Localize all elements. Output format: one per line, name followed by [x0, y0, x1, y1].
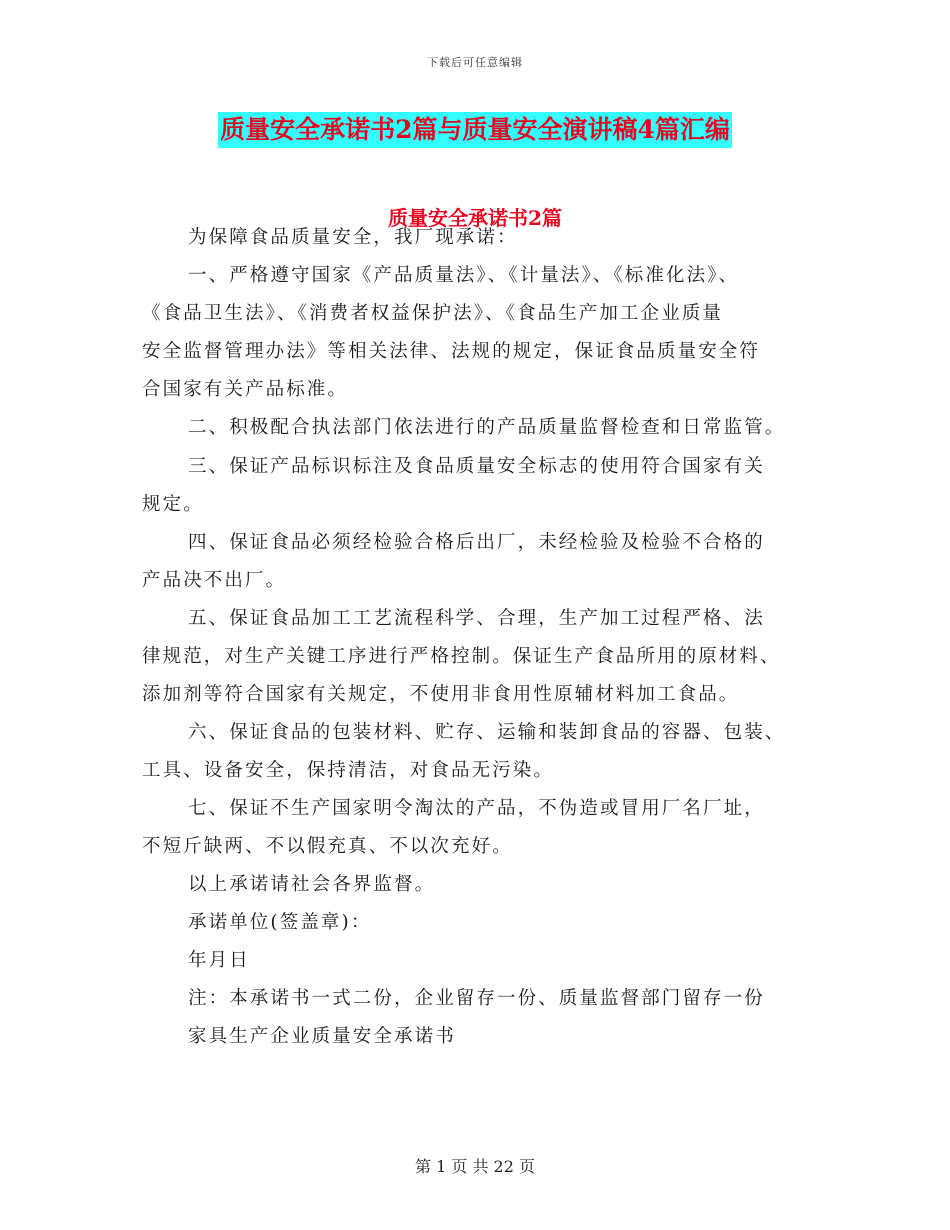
paragraph-line: 三、保证产品标识标注及食品质量安全标志的使用符合国家有关	[188, 456, 765, 477]
section-title: 质量安全承诺书2篇	[388, 206, 562, 230]
paragraph-line: 四、保证食品必须经检验合格后出厂，未经检验及检验不合格的	[188, 532, 765, 553]
paragraph-line: 《食品卫生法》、《消费者权益保护法》、《食品生产加工企业质量	[142, 303, 724, 324]
paragraph-line: 一、严格遵守国家《产品质量法》、《计量法》、《标准化法》、	[188, 265, 740, 286]
paragraph-line: 承诺单位(签盖章)：	[188, 912, 372, 933]
paragraph-line: 二、积极配合执法部门依法进行的产品质量监督检查和日常监管。	[188, 417, 786, 438]
paragraph-line: 为保障食品质量安全，我厂现承诺：	[188, 227, 518, 248]
paragraph-line: 六、保证食品的包装材料、贮存、运输和装卸食品的容器、包装、	[188, 722, 786, 743]
main-title: 质量安全承诺书2篇与质量安全演讲稿4篇汇编	[218, 112, 732, 148]
main-title-container	[0, 112, 950, 148]
paragraph-line: 以上承诺请社会各界监督。	[188, 874, 436, 895]
page-number: 第 1 页 共 22 页	[415, 1157, 535, 1176]
paragraph-line: 产品决不出厂。	[142, 570, 287, 591]
paragraph-line: 安全监督管理办法》等相关法律、法规的规定，保证食品质量安全符	[142, 341, 761, 362]
paragraph-line: 家具生产企业质量安全承诺书	[188, 1026, 456, 1047]
paragraph-line: 年月日	[188, 950, 250, 971]
paragraph-line: 合国家有关产品标准。	[142, 379, 349, 400]
paragraph-line: 律规范，对生产关键工序进行严格控制。保证生产食品所用的原材料、	[142, 646, 781, 667]
paragraph-line: 不短斤缺两、不以假充真、不以次充好。	[142, 836, 513, 857]
paragraph-line: 五、保证食品加工工艺流程科学、合理，生产加工过程严格、法	[188, 608, 765, 629]
page-header-note: 下载后可任意编辑	[427, 56, 523, 69]
paragraph-line: 工具、设备安全，保持清洁，对食品无污染。	[142, 760, 555, 781]
paragraph-line: 规定。	[142, 494, 204, 515]
paragraph-line: 注：本承诺书一式二份，企业留存一份、质量监督部门留存一份	[188, 988, 765, 1009]
paragraph-line: 七、保证不生产国家明令淘汰的产品，不伪造或冒用厂名厂址，	[188, 798, 765, 819]
paragraph-line: 添加剂等符合国家有关规定，不使用非食用性原辅材料加工食品。	[142, 684, 740, 705]
